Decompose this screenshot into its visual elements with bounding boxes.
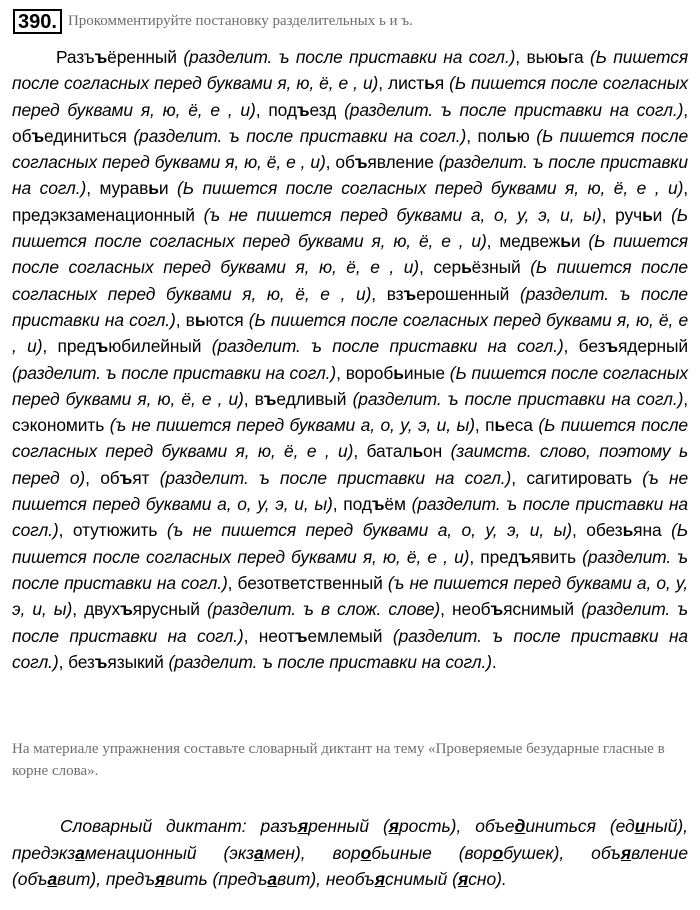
comment: (разделит. ъ после приставки на согл.) xyxy=(211,336,564,357)
comment: (Ь пишется после согласных перед буквами я, ю, ё, е , и) xyxy=(12,415,688,462)
punctuation: , xyxy=(683,178,689,199)
dictation-word xyxy=(465,843,554,863)
word-part: вить xyxy=(165,869,208,890)
comment: (разделит. ъ в слож. слове) xyxy=(207,599,441,620)
highlighted-letter: я xyxy=(297,816,309,837)
punctuation: , xyxy=(563,336,579,357)
comment: (разделит. ъ после приставки на согл.) xyxy=(183,47,516,67)
word-part: вью xyxy=(526,47,558,67)
word xyxy=(12,415,104,435)
comment: (разделит. ъ после приставки на согл.) xyxy=(12,546,688,593)
punctuation: ), xyxy=(553,842,592,863)
punctuation: , xyxy=(466,125,478,146)
punctuation: , xyxy=(86,178,100,199)
word-part: двух xyxy=(84,599,121,620)
highlighted-letter: ъ xyxy=(403,283,417,304)
punctuation: , xyxy=(72,599,85,620)
word xyxy=(433,257,520,277)
word-part: бушек xyxy=(503,842,554,863)
word-part: ёренный xyxy=(107,47,177,67)
punctuation: , xyxy=(85,467,101,488)
highlighted-letter: и xyxy=(634,816,646,837)
punctuation: , xyxy=(353,441,367,462)
word-part: руч xyxy=(615,204,643,225)
word-part: в xyxy=(185,309,195,330)
word xyxy=(615,205,662,225)
punctuation: ( xyxy=(447,869,458,890)
word xyxy=(56,47,177,67)
word-part: снимый xyxy=(384,869,448,890)
word-part: юбилейный xyxy=(108,336,202,357)
comment: (Ь пишется после согласных перед буквами я, ю, ё, е , и) xyxy=(12,204,689,252)
highlighted-letter: я xyxy=(155,869,166,890)
word-part: ём xyxy=(384,494,406,515)
word-part: объе xyxy=(475,816,515,837)
word-part: иниться xyxy=(525,816,596,837)
comment: (Ь пишется после согласных перед буквами я, ю, ё, е , и) xyxy=(12,257,688,304)
highlighted-letter: ъ xyxy=(95,336,109,357)
word xyxy=(68,652,164,672)
word-part: отутюжить xyxy=(72,520,158,541)
punctuation: , xyxy=(571,520,587,541)
word-part: ются xyxy=(205,309,244,330)
punctuation: , xyxy=(227,572,238,593)
highlighted-letter: ъ xyxy=(263,388,277,409)
highlighted-letter: ъ xyxy=(354,152,368,173)
highlighted-letter: о xyxy=(492,842,504,863)
highlighted-letter: ъ xyxy=(120,599,133,620)
word-part: без xyxy=(578,336,606,357)
word xyxy=(268,100,336,120)
word-part: он xyxy=(423,441,443,462)
highlighted-letter: ь xyxy=(494,415,506,436)
word-part: рость xyxy=(399,816,451,837)
word-part: мен xyxy=(263,842,295,863)
highlighted-letter: а xyxy=(254,842,264,863)
word-part: вит xyxy=(57,869,91,890)
word-part: предэкзаменационный xyxy=(12,204,195,225)
word-part: разъ xyxy=(260,816,298,837)
highlighted-letter: ъ xyxy=(371,494,385,515)
word-part: еса xyxy=(505,415,533,436)
punctuation: , xyxy=(474,415,486,436)
dictation-word xyxy=(106,869,208,889)
highlighted-letter: ь xyxy=(424,73,435,94)
highlighted-letter: ь xyxy=(148,178,159,199)
highlighted-letter: а xyxy=(47,869,58,890)
word-part: пол xyxy=(477,125,507,146)
word xyxy=(335,152,433,172)
punctuation: ( xyxy=(369,816,389,837)
highlighted-letter: ъ xyxy=(296,99,310,120)
comment: (разделит. ъ после приставки на согл.) xyxy=(12,599,688,646)
word-part: сэкономить xyxy=(12,415,105,436)
word xyxy=(259,626,383,646)
highlighted-letter: а xyxy=(267,869,278,890)
highlighted-letter: ъ xyxy=(294,625,308,646)
punctuation: , xyxy=(42,336,58,357)
punctuation: , xyxy=(371,283,387,304)
word-part: предъ xyxy=(105,869,156,890)
exercise-header xyxy=(13,8,690,34)
comment: (ъ не пишется перед буквами а, о, у, э, и, ы) xyxy=(12,467,689,515)
word-part: предэкз xyxy=(12,842,76,863)
second-task: На материале упражнения составьте словарный диктант на тему «Проверяемые безударные гласные в корне слова». xyxy=(12,741,665,779)
punctuation: , xyxy=(175,309,186,330)
highlighted-letter: ъ xyxy=(605,336,618,357)
word-part: сер xyxy=(433,257,462,278)
word-part: объ xyxy=(17,869,48,890)
word-part: я xyxy=(434,73,445,94)
punctuation: ( xyxy=(196,842,230,863)
highlighted-letter: ъ xyxy=(518,546,532,567)
punctuation: , xyxy=(440,599,453,620)
comment: (разделит. ъ после приставки на согл.) xyxy=(352,388,684,409)
comment: (Ь пишется после согласных перед буквами я, ю, ё, е , и) xyxy=(12,309,689,357)
word-part: пред xyxy=(57,336,96,357)
word-part: вит xyxy=(277,869,311,890)
word-part: неот xyxy=(258,625,295,646)
word-part: менационный xyxy=(84,842,197,863)
word-part: вороб xyxy=(345,362,394,383)
punctuation: , xyxy=(255,99,269,120)
word xyxy=(346,363,445,383)
word-part: предъ xyxy=(218,869,268,890)
comment: (Ь пишется после согласных перед буквами я, ю, ё, е , и) xyxy=(12,362,688,409)
comment: (разделит. ъ после приставки на согл.) xyxy=(12,152,688,199)
punctuation: , xyxy=(486,231,500,252)
word-part: вор xyxy=(332,842,361,863)
highlighted-letter: ъ xyxy=(119,467,133,488)
punctuation: , xyxy=(332,494,344,515)
punctuation: ( xyxy=(431,842,465,863)
highlighted-letter: ь xyxy=(412,441,424,462)
word-part: яснимый xyxy=(503,599,575,620)
comment: (разделит. ъ после приставки на согл.) xyxy=(168,651,492,672)
word-part: ядерный xyxy=(617,336,689,357)
highlighted-letter: ь xyxy=(557,47,569,67)
dictation-word xyxy=(218,869,310,889)
comment: (ъ не пишется перед буквами а, о, у, э, и, ы) xyxy=(12,572,688,620)
word-part: ный xyxy=(645,816,678,837)
word-part: в xyxy=(254,388,264,409)
highlighted-letter: я xyxy=(388,816,399,837)
word-part: экз xyxy=(229,842,255,863)
word-part: пред xyxy=(480,546,519,567)
dictation-word xyxy=(616,816,678,836)
dictation xyxy=(12,796,688,910)
highlighted-letter: ъ xyxy=(490,599,504,620)
highlighted-letter: ъ xyxy=(94,651,108,672)
punctuation: , xyxy=(378,73,389,94)
word-part: Разъ xyxy=(56,47,95,67)
dictation-word xyxy=(326,869,448,889)
word-part: единиться xyxy=(44,125,127,146)
highlighted-letter: ь xyxy=(393,362,404,383)
word-part: об xyxy=(335,152,355,173)
punctuation: , xyxy=(325,152,336,173)
punctuation: , xyxy=(58,651,69,672)
word-part: емлемый xyxy=(307,625,383,646)
dictation-word xyxy=(229,843,295,863)
word xyxy=(452,599,574,619)
word-part: п xyxy=(485,415,495,436)
word-part: без xyxy=(68,651,95,672)
punctuation: . xyxy=(491,651,497,672)
word-part: объ xyxy=(591,842,621,863)
punctuation: , xyxy=(683,388,688,409)
word xyxy=(388,73,444,93)
dictation-word xyxy=(18,869,91,889)
word-part: явить xyxy=(531,546,576,567)
word xyxy=(478,126,530,146)
word xyxy=(343,494,406,514)
punctuation: ( xyxy=(595,816,616,837)
word-part: и xyxy=(158,178,169,199)
word-part: ед xyxy=(615,816,635,837)
word-part: га xyxy=(568,47,584,67)
highlighted-letter: ь xyxy=(642,204,653,225)
word-part: и xyxy=(652,204,663,225)
comment: (ъ не пишется перед буквами а, о, у, э, и, ы) xyxy=(109,415,475,436)
punctuation: , xyxy=(58,520,73,541)
comment: (Ь пишется после согласных перед буквами я, ю, ё, е , и) xyxy=(12,47,689,94)
word-part: лист xyxy=(388,73,425,94)
word xyxy=(84,599,200,619)
word xyxy=(586,520,661,540)
word-part: под xyxy=(268,99,297,120)
word-part: вление xyxy=(631,842,689,863)
word xyxy=(99,178,168,198)
word-part: явление xyxy=(367,152,434,173)
word-part: сагитировать xyxy=(526,467,632,488)
comment: (разделит. ъ после приставки на согл.) xyxy=(344,99,684,120)
word-part: ёзный xyxy=(471,257,521,278)
highlighted-letter: а xyxy=(75,842,85,863)
word xyxy=(238,573,383,593)
highlighted-letter: д xyxy=(514,816,526,837)
word xyxy=(526,468,632,488)
punctuation: , xyxy=(601,204,616,225)
comment: (разделит. ъ после приставки на согл.) xyxy=(12,283,688,330)
dictation-paragraph xyxy=(12,813,688,893)
punctuation: ), xyxy=(90,869,106,890)
comment: (Ь пишется после согласных перед буквами я, ю, ё, е , и) xyxy=(12,520,689,567)
word-part: бьиные xyxy=(371,842,432,863)
punctuation: , xyxy=(243,625,259,646)
word-part: необ xyxy=(452,599,491,620)
answer-text xyxy=(12,44,688,675)
highlighted-letter: ъ xyxy=(94,47,108,67)
dictation-word xyxy=(591,843,688,863)
comment: (Ь пишется после согласных перед буквами я, ю, ё, е , и) xyxy=(12,125,689,173)
word-part: безответственный xyxy=(237,572,383,593)
word-part: и xyxy=(570,231,581,252)
word-part: об xyxy=(12,125,32,146)
highlighted-letter: ь xyxy=(194,309,206,330)
word-part: яна xyxy=(633,520,662,541)
word xyxy=(12,205,195,225)
word-part: вз xyxy=(386,283,404,304)
comment: (Ь пишется после согласных перед буквами я, ю, ё, е , и) xyxy=(12,231,688,278)
highlighted-letter: о xyxy=(360,842,372,863)
word-part: обез xyxy=(586,520,623,541)
word-part: мурав xyxy=(99,178,149,199)
punctuation: ). xyxy=(496,869,507,890)
word-part: сно xyxy=(468,869,497,890)
highlighted-letter: ь xyxy=(461,257,472,278)
highlighted-letter: я xyxy=(457,869,469,890)
word-part: иные xyxy=(403,362,445,383)
word xyxy=(186,310,244,330)
comment: (ъ не пишется перед буквами а, о, у, э, и, ы) xyxy=(203,204,602,225)
highlighted-letter: ь xyxy=(560,231,571,252)
dictation-word xyxy=(389,816,451,836)
word-part: медвеж xyxy=(499,231,561,252)
word-part: езд xyxy=(309,99,337,120)
comment: (заимств. слово, поэтому ь перед о) xyxy=(12,441,689,488)
word xyxy=(480,547,576,567)
answer-paragraph xyxy=(12,44,688,675)
word xyxy=(367,441,443,461)
word xyxy=(255,389,347,409)
comment: (ъ не пишется перед буквами а, о, у, э, и, ы) xyxy=(166,520,572,541)
punctuation: , xyxy=(511,467,527,488)
word-part: батал xyxy=(366,441,413,462)
punctuation: , xyxy=(418,257,434,278)
comment: (разделит. ъ после приставки на согл.) xyxy=(159,467,512,488)
comment: (разделит. ъ после приставки на согл.) xyxy=(133,125,467,146)
word xyxy=(73,520,157,540)
highlighted-letter: ь xyxy=(622,520,634,541)
word xyxy=(485,415,533,435)
exercise-task: Прокомментируйте постановку разделительных ь и ъ. xyxy=(67,12,413,29)
punctuation: ), xyxy=(295,842,333,863)
comment: (Ь пишется после согласных перед буквами я, ю, ё, е , и) xyxy=(12,73,688,120)
punctuation: , xyxy=(515,47,527,67)
word-part: под xyxy=(343,494,372,515)
highlighted-letter: я xyxy=(620,842,632,863)
word-part: ят xyxy=(132,467,150,488)
punctuation: ( xyxy=(12,869,18,890)
word-part: ерошенный xyxy=(416,283,510,304)
dictation-word xyxy=(458,869,496,889)
comment: (Ь пишется после согласных перед буквами я, ю, ё, е , и) xyxy=(177,178,684,199)
dictation-word xyxy=(333,843,432,863)
word xyxy=(499,231,580,251)
highlighted-letter: ь xyxy=(506,125,517,146)
word-part: ярусный xyxy=(132,599,200,620)
word xyxy=(526,47,583,67)
punctuation: ), xyxy=(310,869,326,890)
word xyxy=(387,284,510,304)
punctuation: ( xyxy=(207,869,219,890)
word-part: вор xyxy=(464,842,493,863)
punctuation: , xyxy=(469,546,481,567)
word xyxy=(579,336,688,356)
dictation-word xyxy=(12,843,197,863)
comment: (разделит. ъ после приставки на согл.) xyxy=(12,625,688,672)
punctuation: Словарный диктант: xyxy=(60,816,261,837)
word-part: языкий xyxy=(107,651,164,672)
word xyxy=(12,126,127,146)
highlighted-letter: ъ xyxy=(31,125,45,146)
comment: (разделит. ъ после приставки на согл.) xyxy=(12,494,689,541)
word-part: об xyxy=(100,467,120,488)
dictation-word xyxy=(261,816,369,836)
punctuation: , xyxy=(243,388,255,409)
word-part: необъ xyxy=(325,869,375,890)
punctuation: ), xyxy=(450,816,476,837)
word xyxy=(100,468,149,488)
punctuation: ), xyxy=(677,816,689,837)
punctuation: , xyxy=(683,99,688,120)
exercise-number: 390. xyxy=(13,9,62,34)
word-part: ю xyxy=(516,125,530,146)
dictation-word xyxy=(475,816,596,836)
highlighted-letter: я xyxy=(374,869,385,890)
word-part: ренный xyxy=(308,816,370,837)
word xyxy=(58,336,202,356)
word-part: едливый xyxy=(276,388,347,409)
comment: (разделит. ъ после приставки на согл.) xyxy=(12,362,337,383)
punctuation: , xyxy=(336,362,346,383)
